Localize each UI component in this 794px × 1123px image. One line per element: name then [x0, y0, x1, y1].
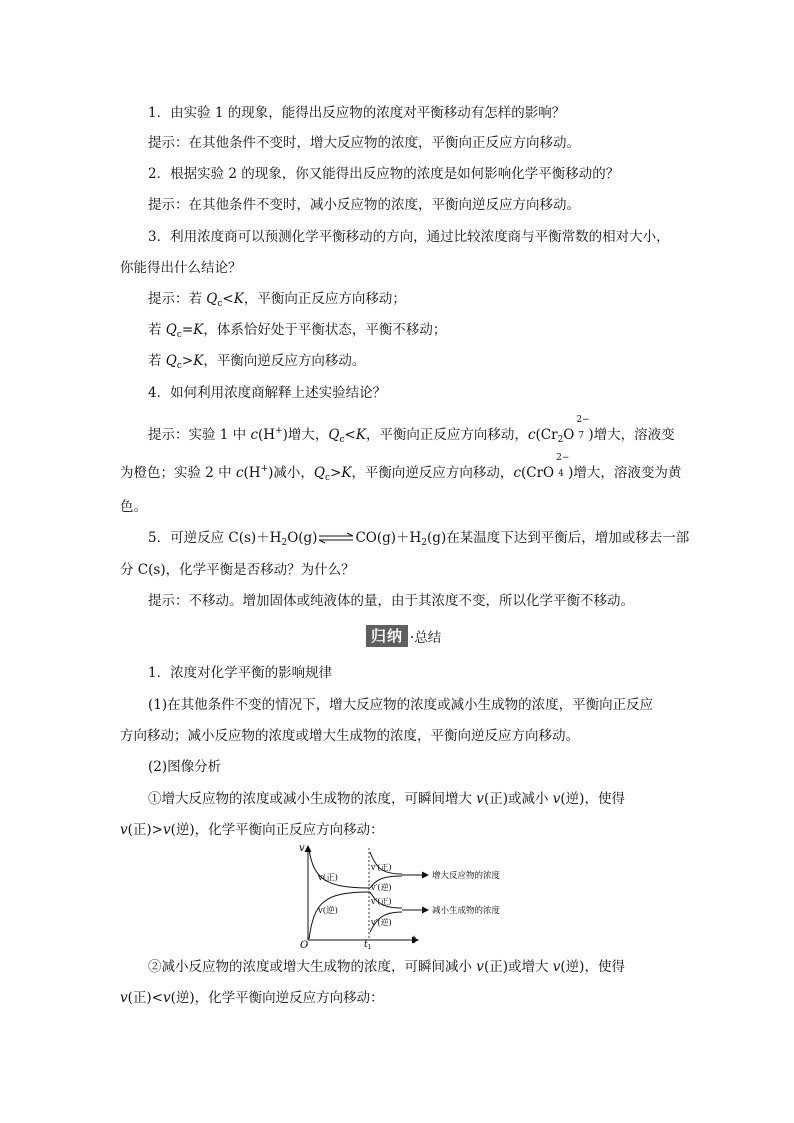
hint-3-line-3: 若 $Q_c>K$，平衡向逆反应方向移动。	[148, 353, 366, 371]
upper-note: 增大反应物的浓度	[432, 871, 501, 881]
x-axis-label: t	[412, 935, 417, 946]
upper-forward-label: v′(正)	[371, 863, 392, 872]
summary-banner-text: ·总结	[410, 630, 442, 646]
hint-3-line-1: 提示：若 $Q_c<K$，平衡向正反应方向移动；	[148, 291, 406, 309]
summary-banner-box: 归纳	[366, 625, 408, 647]
rate-time-diagram	[290, 840, 560, 950]
question-3-line-1: 3．利用浓度商可以预测化学平衡移动的方向，通过比较浓度商与平衡常数的相对大小，	[148, 229, 670, 245]
summary-banner	[366, 625, 441, 647]
hint-2: 提示：在其他条件不变时，减小反应物的浓度，平衡向逆反应方向移动。	[148, 197, 580, 213]
question-1: 1．由实验 1 的现象，能得出反应物的浓度对平衡移动有怎样的影响？	[148, 105, 566, 121]
y-axis-label: v	[299, 843, 305, 854]
hint-5: 提示：不移动。增加固体或纯液体的量，由于其浓度不变，所以化学平衡不移动。	[148, 593, 634, 609]
lower-forward-label: v′(正)	[371, 897, 392, 906]
hint-4-line-3: 色。	[120, 499, 147, 515]
hint-1: 提示：在其他条件不变时，增大反应物的浓度，平衡向正反应方向移动。	[148, 135, 580, 151]
question-3-line-2: 你能得出什么结论？	[120, 260, 242, 276]
lower-note: 减小生成物的浓度	[432, 906, 501, 916]
section-1-para-line-2: 方向移动；减小反应物的浓度或增大生成物的浓度，平衡向逆反应方向移动。	[120, 728, 579, 744]
origin-label: O	[300, 940, 309, 950]
section-1-para-line-1: (1)在其他条件不变的情况下，增大反应物的浓度或减小生成物的浓度，平衡向正反应	[148, 697, 654, 713]
upper-reverse-label: v′(逆)	[371, 883, 392, 892]
question-4: 4．如何利用浓度商解释上述实验结论？	[148, 385, 387, 401]
equilibrium-arrow-icon	[317, 528, 355, 548]
question-5-line-1: 5．可逆反应 $C(s)+H_2O(g)$ $CO(g)+H_2(g)$在某温度下达到平衡后，增加或移去一部	[148, 530, 690, 548]
forward-rate-label: v(正)	[318, 873, 338, 883]
question-2: 2．根据实验 2 的现象，你又能得出反应物的浓度是如何影响化学平衡移动的？	[148, 166, 620, 182]
hint-4-line-1: 提示：实验 1 中 c(H+)增大，$Q_c<K$，平衡向正反应方向移动，$c(Cr_2O$ 2− 7 )增大，溶液变	[148, 415, 675, 445]
point-2-line-2: v(正)<v(逆)，化学平衡向逆反应方向移动：	[120, 990, 384, 1006]
hint-3-line-2: 若 $Q_c=K$，体系恰好处于平衡状态，平衡不移动；	[148, 322, 447, 340]
hint-4-line-2: 为橙色；实验 2 中 c(H+)减小，$Q_c>K$，平衡向逆反应方向移动，c(CrO 2− 4 )增大，溶液变为黄	[120, 453, 682, 483]
reverse-rate-label: v(逆)	[318, 906, 338, 916]
section-1-title: 1．浓度对化学平衡的影响规律	[148, 665, 333, 681]
point-1-line-1: ①增大反应物的浓度或减小生成物的浓度，可瞬间增大 v(正)或减小 v(逆)，使得	[148, 791, 625, 807]
point-1-line-2: v(正)>v(逆)，化学平衡向正反应方向移动：	[120, 822, 384, 838]
lower-reverse-label: v′(逆)	[371, 918, 392, 927]
point-2-line-1: ②减小反应物的浓度或增大生成物的浓度，可瞬间减小 v(正)或增大 v(逆)，使得	[148, 959, 625, 975]
section-2-title: (2)图像分析	[148, 759, 222, 775]
question-5-line-2: 分 C(s)，化学平衡是否移动？为什么？	[120, 562, 355, 578]
t1-label: $t_1$	[364, 940, 372, 950]
